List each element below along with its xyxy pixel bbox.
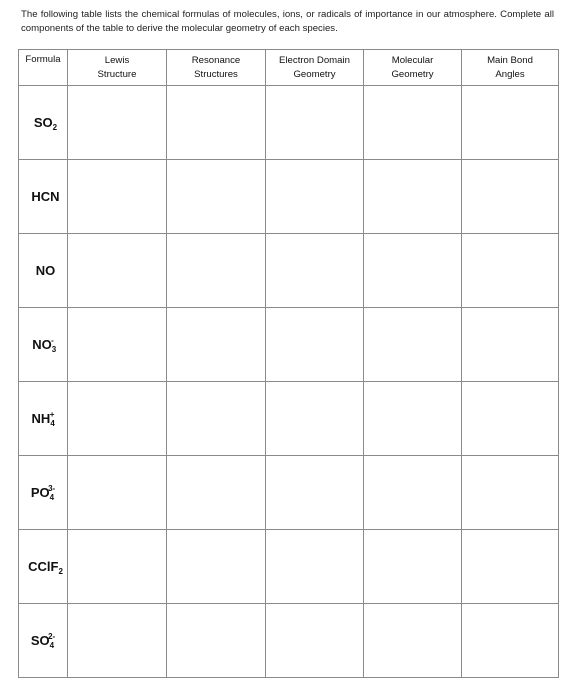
formula-cell [19,604,68,678]
header-label-line2: Structure [97,68,137,80]
formula-base: SO [33,114,53,130]
resonance-structures-cell[interactable] [167,604,266,678]
molecular-geometry-cell[interactable] [364,160,462,234]
header-main-bond-angles [462,50,559,86]
formula-base: NH [31,410,51,426]
formula-base: HCN [31,188,60,204]
formula-charge: + [49,409,55,419]
electron-domain-geometry-cell[interactable] [266,530,364,604]
header-label-line2: Geometry [391,68,434,80]
formula-subscript: 4 [49,640,55,650]
lewis-structure-cell[interactable] [68,382,167,456]
molecular-geometry-cell[interactable] [364,382,462,456]
lewis-structure-cell[interactable] [68,234,167,308]
main-bond-angles-cell[interactable] [462,604,559,678]
formula-subscript: 2 [52,122,58,132]
molecular-geometry-cell[interactable] [364,456,462,530]
electron-domain-geometry-cell[interactable] [266,604,364,678]
formula-base: SO [30,632,50,648]
electron-domain-geometry-cell[interactable] [266,456,364,530]
molecular-geometry-cell[interactable] [364,308,462,382]
lewis-structure-cell[interactable] [68,308,167,382]
formula-base: PO [30,484,50,500]
molecular-geometry-cell[interactable] [364,86,462,160]
resonance-structures-cell[interactable] [167,86,266,160]
formula-base: NO [35,262,56,278]
molecular-geometry-table [18,49,559,678]
resonance-structures-cell[interactable] [167,456,266,530]
main-bond-angles-cell[interactable] [462,456,559,530]
main-bond-angles-cell[interactable] [462,234,559,308]
formula-subscript: 4 [49,492,55,502]
formula-cell [19,234,68,308]
formula-charge: 2- [48,631,56,641]
header-label-line2: Geometry [293,68,336,80]
header-label-line1: Resonance [191,54,241,66]
formula-cell [19,382,68,456]
table-row [19,86,559,160]
header-resonance-structures [167,50,266,86]
lewis-structure-cell[interactable] [68,604,167,678]
lewis-structure-cell[interactable] [68,160,167,234]
formula-base: NO [32,336,52,352]
header-electron-domain-geometry [266,50,364,86]
electron-domain-geometry-cell[interactable] [266,382,364,456]
table-row [19,382,559,456]
header-label-line1: Molecular [391,54,434,66]
electron-domain-geometry-cell[interactable] [266,234,364,308]
formula-charge: - [51,335,54,345]
formula-base: CClF [28,558,59,574]
formula-subscript: 4 [50,418,55,428]
header-label-line1: Lewis [104,54,130,66]
table-row [19,160,559,234]
formula-charge: 3- [48,483,56,493]
main-bond-angles-cell[interactable] [462,308,559,382]
formula-cell [19,456,68,530]
electron-domain-geometry-cell[interactable] [266,160,364,234]
electron-domain-geometry-cell[interactable] [266,86,364,160]
main-bond-angles-cell[interactable] [462,382,559,456]
main-bond-angles-cell[interactable] [462,86,559,160]
main-bond-angles-cell[interactable] [462,160,559,234]
table-row [19,234,559,308]
table-row [19,604,559,678]
table-row [19,308,559,382]
molecular-geometry-cell[interactable] [364,234,462,308]
resonance-structures-cell[interactable] [167,160,266,234]
resonance-structures-cell[interactable] [167,382,266,456]
header-label-line1: Electron Domain [279,54,350,66]
lewis-structure-cell[interactable] [68,530,167,604]
header-label-line2: Structures [194,68,238,80]
header-label-line1: Main Bond [487,54,533,66]
header-label-line2: Angles [495,68,525,80]
lewis-structure-cell[interactable] [68,86,167,160]
header-formula [19,50,68,86]
electron-domain-geometry-cell[interactable] [266,308,364,382]
main-bond-angles-cell[interactable] [462,530,559,604]
header-molecular-geometry [364,50,462,86]
formula-cell [19,530,68,604]
molecular-geometry-cell[interactable] [364,604,462,678]
header-label-line1: Formula [25,54,61,65]
resonance-structures-cell[interactable] [167,308,266,382]
table-row [19,530,559,604]
header-row [19,50,559,86]
table-row [19,456,559,530]
instructions-text: The following table lists the chemical formulas of molecules, ions, or radicals of importance in our atmosphere. Complete all components of the table to derive the molecular geometry of each species. [21,9,554,34]
formula-subscript: 2 [58,566,63,576]
molecular-geometry-cell[interactable] [364,530,462,604]
resonance-structures-cell[interactable] [167,234,266,308]
formula-cell [19,86,68,160]
formula-cell [19,308,68,382]
formula-subscript: 3 [51,344,57,354]
header-lewis-structure [68,50,167,86]
lewis-structure-cell[interactable] [68,456,167,530]
formula-cell [19,160,68,234]
resonance-structures-cell[interactable] [167,530,266,604]
